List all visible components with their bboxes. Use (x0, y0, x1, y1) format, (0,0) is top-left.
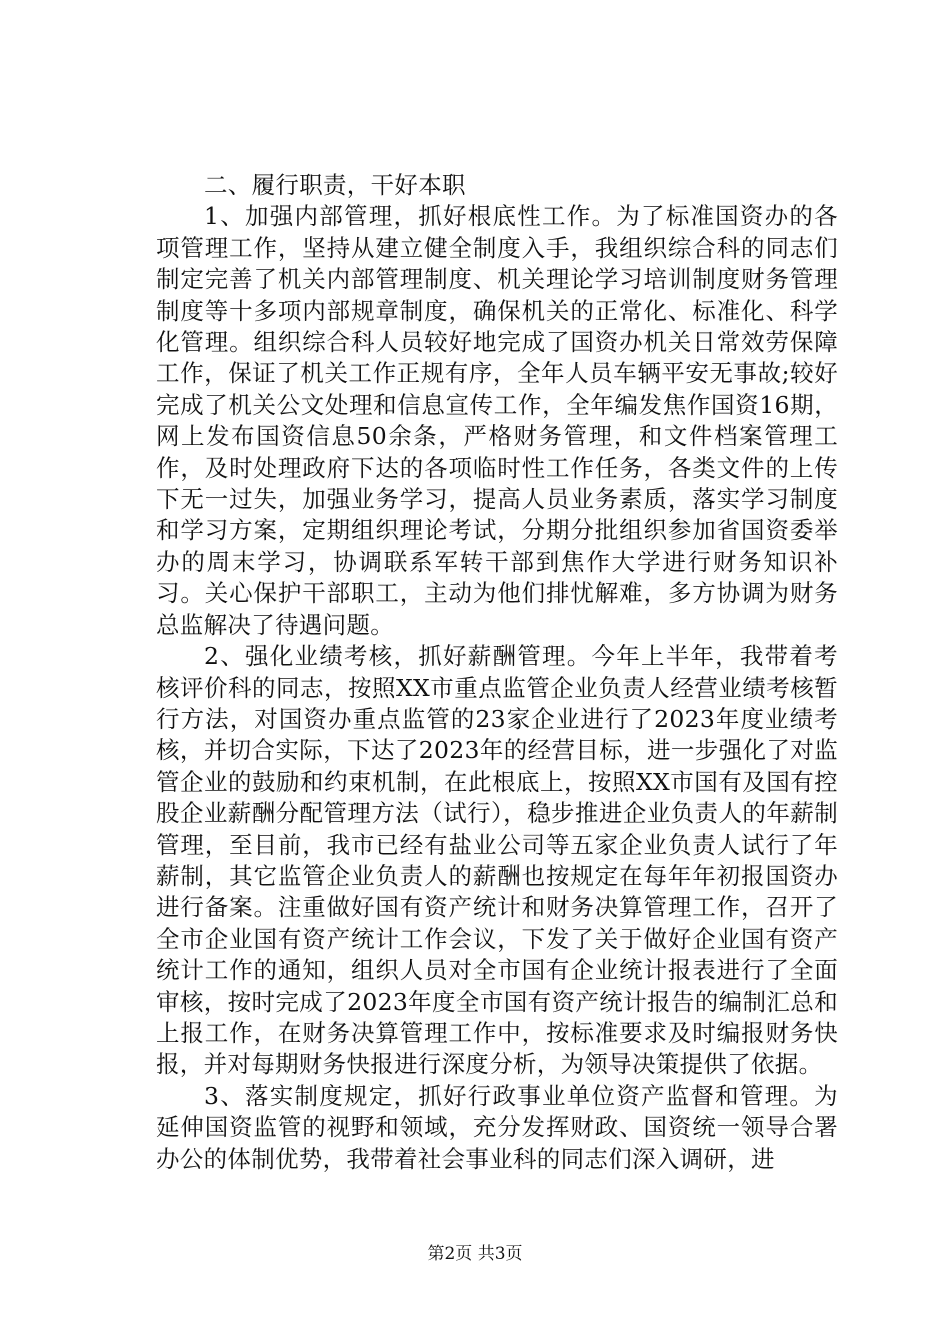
page-footer: 第2页 共3页 (427, 1244, 523, 1264)
paragraph-1: 1、加强内部管理，抓好根底性工作。为了标准国资办的各项管理工作，坚持从建立健全制度入手，我组织综合科的同志们制定完善了机关内部管理制度、机关理论学习培训制度财务管理制度等十多项内部规章制度，确保机关的正常化、标准化、科学化管理。组织综合科人员较好地完成了国资办机关日常效劳保障工作，保证了机关工作正规有序，全年人员车辆平安无事故;较好完成了机关公文处理和信息宣传工作，全年编发焦作国资16期，网上发布国资信息50余条，严格财务管理，和文件档案管理工作，及时处理政府下达的各项临时性工作任务，各类文件的上传下无一过失，加强业务学习，提高人员业务素质，落实学习制度和学习方案，定期组织理论考试，分期分批组织参加省国资委举办的周末学习，协调联系军转干部到焦作大学进行财务知识补习。关心保护干部职工，主动为他们排忧解难，多方协调为财务总监解决了待遇问题。 (156, 202, 838, 639)
paragraph-3: 3、落实制度规定，抓好行政事业单位资产监督和管理。为延伸国资监管的视野和领域，充分发挥财政、国资统一领导合署办公的体制优势，我带着社会事业科的同志们深入调研，进 (156, 1081, 838, 1173)
document-body (156, 170, 838, 1175)
paragraph-2: 2、强化业绩考核，抓好薪酬管理。今年上半年，我带着考核评价科的同志，按照XX市重点监管企业负责人经营业绩考核暂行方法，对国资办重点监管的23家企业进行了2023年度业绩考核，并切合实际，下达了2023年的经营目标，进一步强化了对监管企业的鼓励和约束机制，在此根底上，按照XX市国有及国有控股企业薪酬分配管理方法（试行），稳步推进企业负责人的年薪制管理，至目前，我市已经有盐业公司等五家企业负责人试行了年薪制，其它监管企业负责人的薪酬也按规定在每年年初报国资办进行备案。注重做好国有资产统计和财务决算管理工作，召开了全市企业国有资产统计工作会议，下发了关于做好企业国有资产统计工作的通知，组织人员对全市国有企业统计报表进行了全面审核，按时完成了2023年度全市国有资产统计报告的编制汇总和上报工作，在财务决算管理工作中，按标准要求及时编报财务快报，并对每期财务快报进行深度分析，为领导决策提供了依据。 (156, 642, 838, 1079)
section-heading: 二、履行职责，干好本职 (204, 171, 466, 199)
